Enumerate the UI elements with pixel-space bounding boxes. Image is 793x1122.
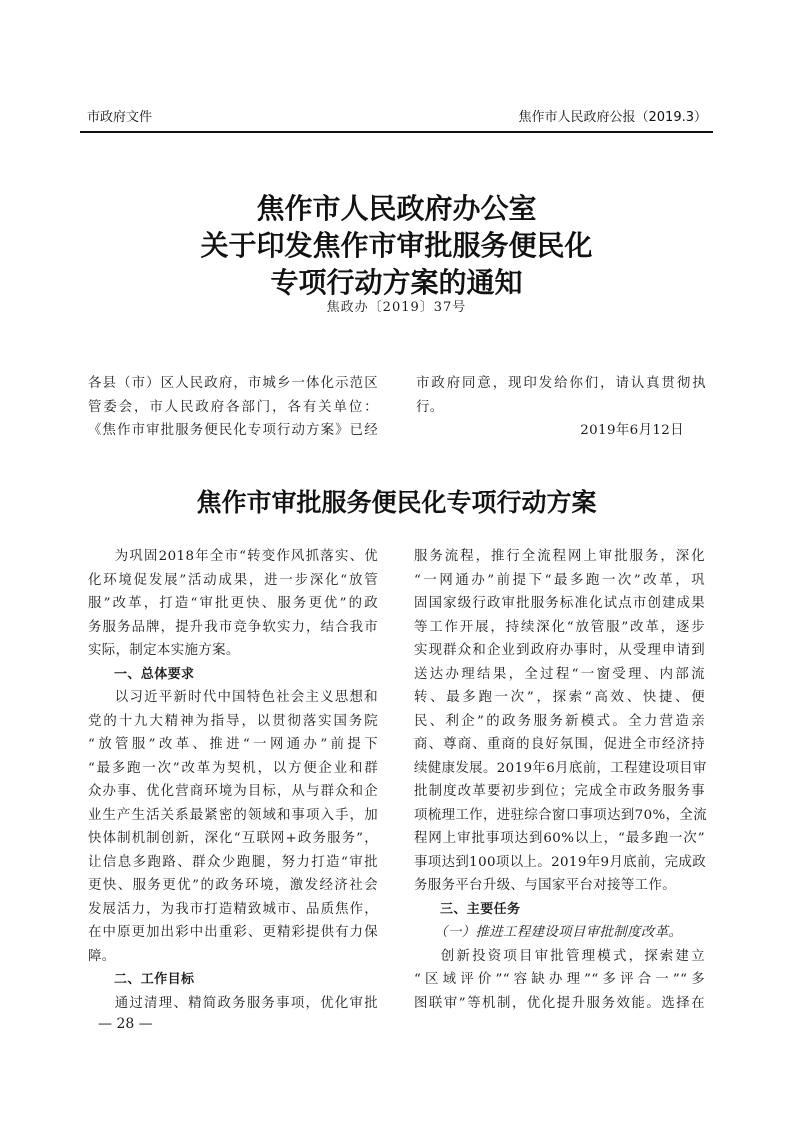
text-line: 民、利企”的政务服务新模式。全力营造亲	[414, 713, 705, 729]
running-header	[85, 108, 707, 132]
text-line: 务服务平台升级、与国家平台对接等工作。	[414, 878, 677, 893]
text-line: 实际，制定本实施方案。	[88, 643, 240, 658]
text-line: 实现群众和企业到政府办事时，从受理申请到	[414, 643, 705, 658]
subsection-heading: （一）推进工程建设项目审批制度改革。	[434, 925, 683, 940]
text-line: 务服务品牌，提升我市竞争软实力，结合我市	[88, 619, 378, 635]
text-line: 创新投资项目审批管理模式，探索建立	[440, 948, 705, 964]
text-line: 障。	[88, 948, 116, 964]
text-line: 通过清理、精简政务服务事项，优化审批	[114, 995, 378, 1011]
section-heading: 一、总体要求	[114, 666, 195, 682]
notice-body-right	[416, 372, 706, 443]
text-line: 项梳理工作，进驻综合窗口事项达到70%，全流	[414, 807, 707, 823]
text-line: 更快、服务更优”的政务环境，激发经济社会	[88, 878, 378, 893]
text-line: 服务流程，推行全流程网上审批服务，深化	[414, 549, 705, 564]
text-line: 批制度改革要初步到位；完成全市政务服务事	[414, 784, 705, 799]
text-line: 化环境促发展”活动成果，进一步深化“放管	[88, 572, 378, 588]
text-line: 程网上审批事项达到60%以上，“最多跑一次”	[414, 831, 705, 846]
text-line: 图联审”等机制，优化提升服务效能。选择在	[414, 995, 705, 1011]
document-number: 焦政办〔2019〕37号	[326, 300, 467, 315]
notice-date: 2019年6月12日	[580, 423, 684, 438]
text-line: 快体制机制创新，深化“互联网+政务服务”，	[88, 831, 378, 846]
text-line: 固国家级行政审批服务标准化试点市创建成果	[414, 596, 705, 611]
plan-body-right-column	[414, 545, 705, 1015]
text-line: 《焦作市审批服务便民化专项行动方案》已经	[88, 423, 378, 438]
text-line: 业生产生活关系最紧密的领域和事项入手，加	[88, 807, 378, 823]
plan-body-left-column	[88, 545, 378, 1015]
text-line: 为巩固2018年全市“转变作风抓落实、优	[114, 549, 378, 564]
text-line: 服”改革，打造“审批更快、服务更优”的政	[88, 596, 378, 611]
text-line: 各县（市）区人民政府，市城乡一体化示范区	[88, 376, 378, 391]
plan-title: 焦作市审批服务便民化专项行动方案	[196, 488, 597, 517]
notice-title-line: 焦作市人民政府办公室	[256, 192, 537, 225]
text-line: “区域评价”“容缺办理”“多评合一”“多	[414, 972, 705, 987]
header-section-label: 市政府文件	[87, 110, 153, 125]
text-line: 续健康发展。2019年6月底前，工程建设项目审	[414, 760, 707, 776]
text-line: 党的十九大精神为指导，以贯彻落实国务院	[88, 713, 378, 729]
notice-body-left	[88, 372, 378, 443]
text-line: 市政府同意，现印发给你们，请认真贯彻执	[416, 376, 706, 391]
notice-title-line: 关于印发焦作市审批服务便民化	[200, 229, 593, 262]
text-line: 事项达到100项以上。2019年9月底前，完成政	[414, 854, 707, 870]
text-line: 在中原更加出彩中出重彩、更精彩提供有力保	[88, 925, 378, 940]
text-line: 众办事、优化营商环境为目标，从与群众和企	[88, 784, 378, 799]
text-line: “一网通办”前提下“最多跑一次”改革，巩	[414, 572, 705, 588]
text-line: 等工作开展，持续深化“放管服”改革，逐步	[414, 619, 705, 635]
page-number: — 28 —	[98, 1016, 153, 1032]
text-line: 以习近平新时代中国特色社会主义思想和	[114, 690, 378, 705]
header-divider	[80, 131, 713, 133]
section-heading: 二、工作目标	[114, 972, 195, 987]
text-line: 发展活力，为我市打造精致城市、品质焦作，	[88, 901, 378, 917]
text-line: 转、最多跑一次”，探索“高效、快捷、便	[414, 690, 705, 705]
text-line: 行。	[416, 399, 444, 415]
notice-title	[0, 190, 793, 301]
text-line: 管委会，市人民政府各部门，各有关单位：	[88, 399, 378, 415]
header-publication-label: 焦作市人民政府公报（2019.3）	[518, 110, 707, 125]
text-line: “最多跑一次”改革为契机，以方便企业和群	[88, 760, 378, 776]
text-line: “放管服”改革、推进“一网通办”前提下	[88, 737, 378, 752]
notice-title-line: 专项行动方案的通知	[270, 266, 523, 299]
section-heading: 三、主要任务	[440, 901, 521, 917]
text-line: 送达办理结果，全过程“一窗受理、内部流	[414, 666, 705, 682]
text-line: 商、尊商、重商的良好氛围，促进全市经济持	[414, 737, 705, 752]
text-line: 让信息多跑路、群众少跑腿，努力打造“审批	[88, 854, 378, 870]
